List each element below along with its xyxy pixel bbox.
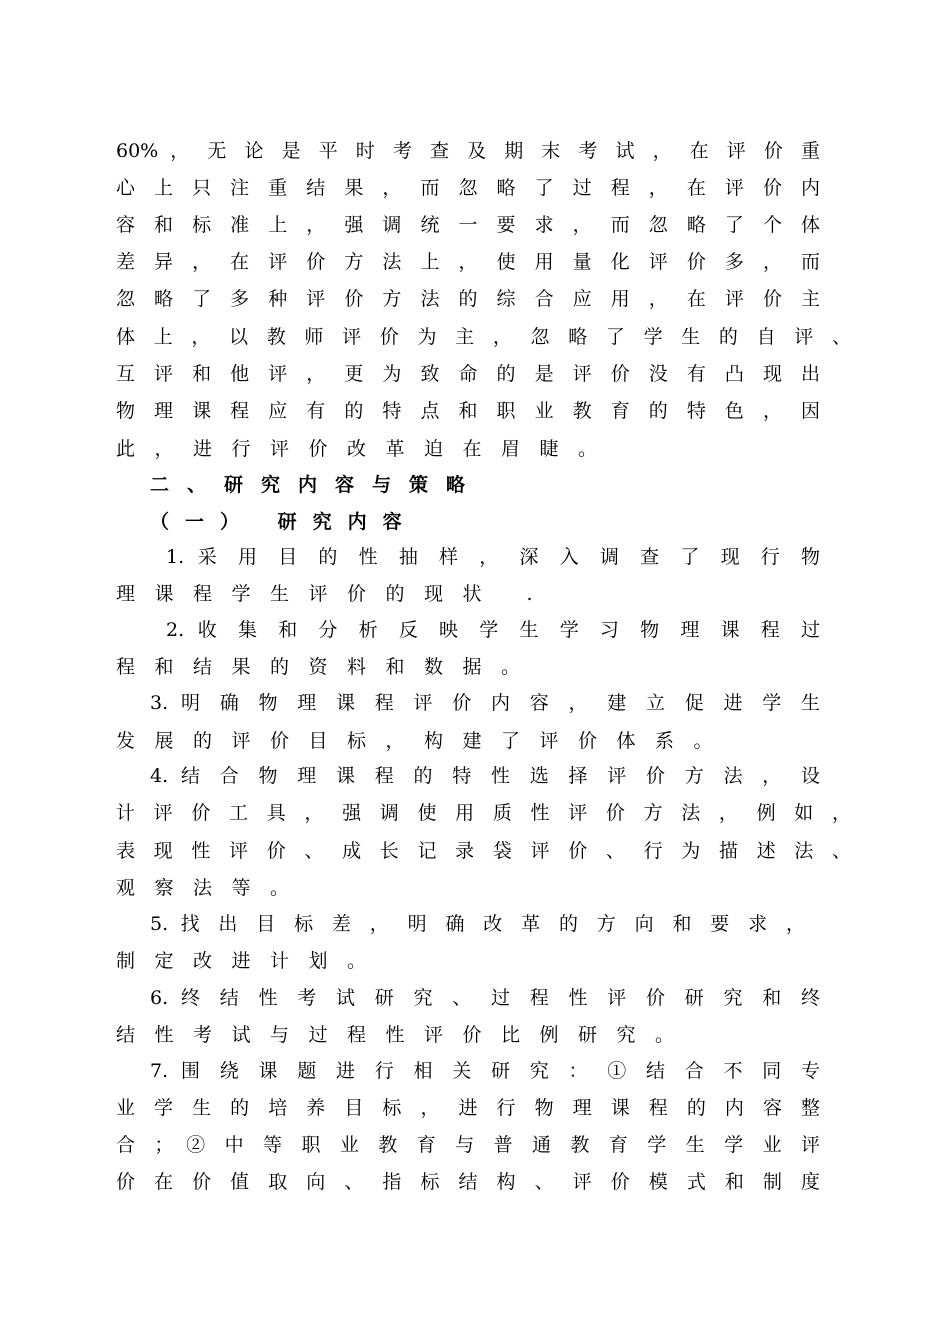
list-item-2: 2. 收 集 和 分 析 反 映 学 生 学 习 物 理 课 程 过 — [166, 619, 820, 641]
paragraph-line: 此，进行评价改革迫在眉睫。 — [116, 438, 617, 460]
list-item-3: 3. 明 确 物 理 课 程 评 价 内 容 ， 建 立 促 进 学 生 — [150, 692, 820, 714]
paragraph-line: 互 评 和 他 评 ， 更 为 致 命 的 是 评 价 没 有 凸 现 出 — [116, 363, 820, 385]
list-item-6-cont: 结性考试与过程性评价比例研究。 — [116, 1024, 694, 1046]
paragraph-line: 60% ， 无 论 是 平 时 考 查 及 期 末 考 试 ， 在 评 价 重 — [116, 140, 820, 162]
paragraph-line: 忽 略 了 多 种 评 价 方 法 的 综 合 应 用 ， 在 评 价 主 — [116, 288, 820, 310]
section-heading: 二、研究内容与策略 — [150, 474, 484, 496]
list-item-2-cont: 程和结果的资料和数据。 — [116, 656, 540, 678]
list-item-1: 1. 采 用 目 的 性 抽 样 ， 深 入 调 查 了 现 行 物 — [166, 546, 820, 568]
paragraph-line: 心 上 只 注 重 结 果 ， 而 忽 略 了 过 程 ， 在 评 价 内 — [116, 177, 820, 199]
paragraph-line: 物 理 课 程 应 有 的 特 点 和 职 业 教 育 的 特 色 ， 因 — [116, 400, 820, 422]
list-item-4-cont: 表 现 性 评 价 、 成 长 记 录 袋 评 价 、 行 为 描 述 法 、 — [116, 840, 851, 862]
list-item-4: 4. 结 合 物 理 课 程 的 特 性 选 择 评 价 方 法 ， 设 — [150, 765, 820, 787]
list-item-7-cont: 业 学 生 的 培 养 目 标 ， 进 行 物 理 课 程 的 内 容 整 — [116, 1097, 820, 1119]
list-item-5-cont: 制定改进计划。 — [116, 950, 386, 972]
list-item-7-cont: 合 ； ② 中 等 职 业 教 育 与 普 通 教 育 学 生 学 业 评 — [116, 1134, 820, 1156]
list-item-6: 6. 终 结 性 考 试 研 究 、 过 程 性 评 价 研 究 和 终 — [150, 987, 820, 1009]
paragraph-line: 差 异 ， 在 评 价 方 法 上 ， 使 用 量 化 评 价 多 ， 而 — [116, 251, 820, 273]
list-item-4-cont: 观察法等。 — [116, 877, 309, 899]
subsection-heading: （一） 研究内容 — [150, 511, 418, 533]
list-item-1-cont: 理课程学生评价的现状 . — [116, 583, 553, 605]
paragraph-line: 容 和 标 准 上 ， 强 调 统 一 要 求 ， 而 忽 略 了 个 体 — [116, 214, 820, 236]
list-item-7: 7. 围 绕 课 题 进 行 相 关 研 究 ： ① 结 合 不 同 专 — [150, 1060, 820, 1082]
paragraph-line: 体 上 ， 以 教 师 评 价 为 主 ， 忽 略 了 学 生 的 自 评 、 — [116, 326, 851, 348]
list-item-3-cont: 发展的评价目标，构建了评价体系。 — [116, 730, 733, 752]
list-item-4-cont: 计 评 价 工 具 ， 强 调 使 用 质 性 评 价 方 法 ， 例 如 ， — [116, 802, 851, 824]
list-item-5: 5. 找 出 目 标 差 ， 明 确 改 革 的 方 向 和 要 求 ， — [150, 913, 805, 935]
list-item-7-cont: 价 在 价 值 取 向 、 指 标 结 构 、 评 价 模 式 和 制 度 — [116, 1171, 820, 1193]
